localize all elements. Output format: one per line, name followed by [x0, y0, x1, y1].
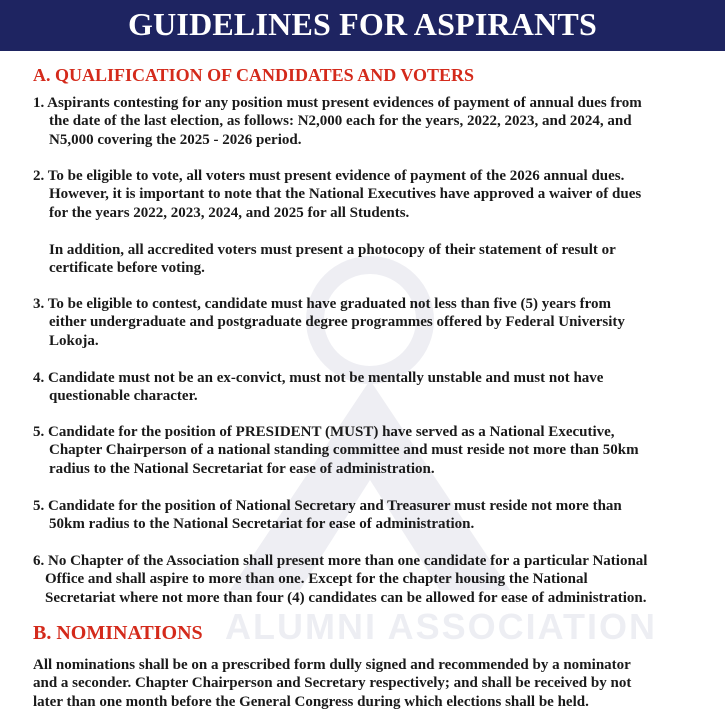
list-item	[33, 94, 717, 149]
section-a-heading: A. QUALIFICATION OF CANDIDATES AND VOTERS	[33, 65, 475, 85]
item-line: 5. Candidate for the position of PRESIDENT (MUST) have served as a National Executive,	[33, 424, 615, 440]
item-line: In addition, all accredited voters must present a photocopy of their statement of result or	[49, 242, 616, 258]
item-line: 6. No Chapter of the Association shall present more than one candidate for a particular National	[33, 553, 648, 569]
item-line: Office and shall aspire to more than one. Except for the chapter housing the National	[45, 571, 588, 588]
item-line: Secretariat where not more than four (4) candidates can be allowed for ease of administration.	[45, 589, 647, 606]
item-line: 3. To be eligible to contest, candidate must have graduated not less than five (5) years from	[33, 296, 612, 312]
watermark-text: ALUMNI ASSOCIATION	[225, 606, 657, 647]
item-line: However, it is important to note that the National Executives have approved a waiver of dues	[49, 186, 642, 203]
item-line: Lokoja.	[49, 332, 99, 349]
list-item	[33, 497, 717, 534]
list-item	[33, 241, 717, 278]
item-line: radius to the National Secretariat for ease of administration.	[49, 460, 435, 477]
item-line: 4. Candidate must not be an ex-convict, must not be mentally unstable and must not have	[33, 370, 604, 386]
header-banner	[0, 0, 725, 51]
list-item	[33, 295, 717, 350]
list-item	[33, 167, 717, 222]
item-line: 5. Candidate for the position of National Secretary and Treasurer must reside not more than	[33, 498, 622, 514]
item-line: and a seconder. Chapter Chairperson and Secretary respectively; and shall be received by not	[33, 675, 632, 692]
item-line: All nominations shall be on a prescribed form dully signed and recommended by a nominator	[33, 657, 631, 673]
list-item	[33, 552, 717, 607]
item-line: the date of the last election, as follows: N2,000 each for the years, 2022, 2023, and 2024, and	[49, 113, 632, 130]
item-line: N5,000 covering the 2025 - 2026 period.	[49, 131, 302, 148]
nominations-paragraph	[33, 656, 717, 711]
list-item	[33, 369, 717, 406]
item-line: certificate before voting.	[49, 260, 205, 277]
item-line: later than one month before the General Congress during which elections shall be held.	[33, 693, 589, 710]
item-line: 2. To be eligible to vote, all voters must present evidence of payment of the 2026 annual dues.	[33, 168, 625, 184]
page-title: GUIDELINES FOR ASPIRANTS	[128, 6, 597, 42]
item-line: for the years 2022, 2023, 2024, and 2025 for all Students.	[49, 204, 410, 221]
item-line: 50km radius to the National Secretariat for ease of administration.	[49, 516, 475, 533]
section-b-heading: B. NOMINATIONS	[33, 622, 203, 644]
item-line: 1. Aspirants contesting for any position must present evidences of payment of annual dues from	[33, 95, 642, 111]
item-line: either undergraduate and postgraduate degree programmes offered by Federal University	[49, 314, 625, 331]
item-line: questionable character.	[49, 388, 198, 405]
list-item	[33, 423, 717, 478]
item-line: Chapter Chairperson of a national standing committee and must reside not more than 50km	[49, 442, 639, 459]
